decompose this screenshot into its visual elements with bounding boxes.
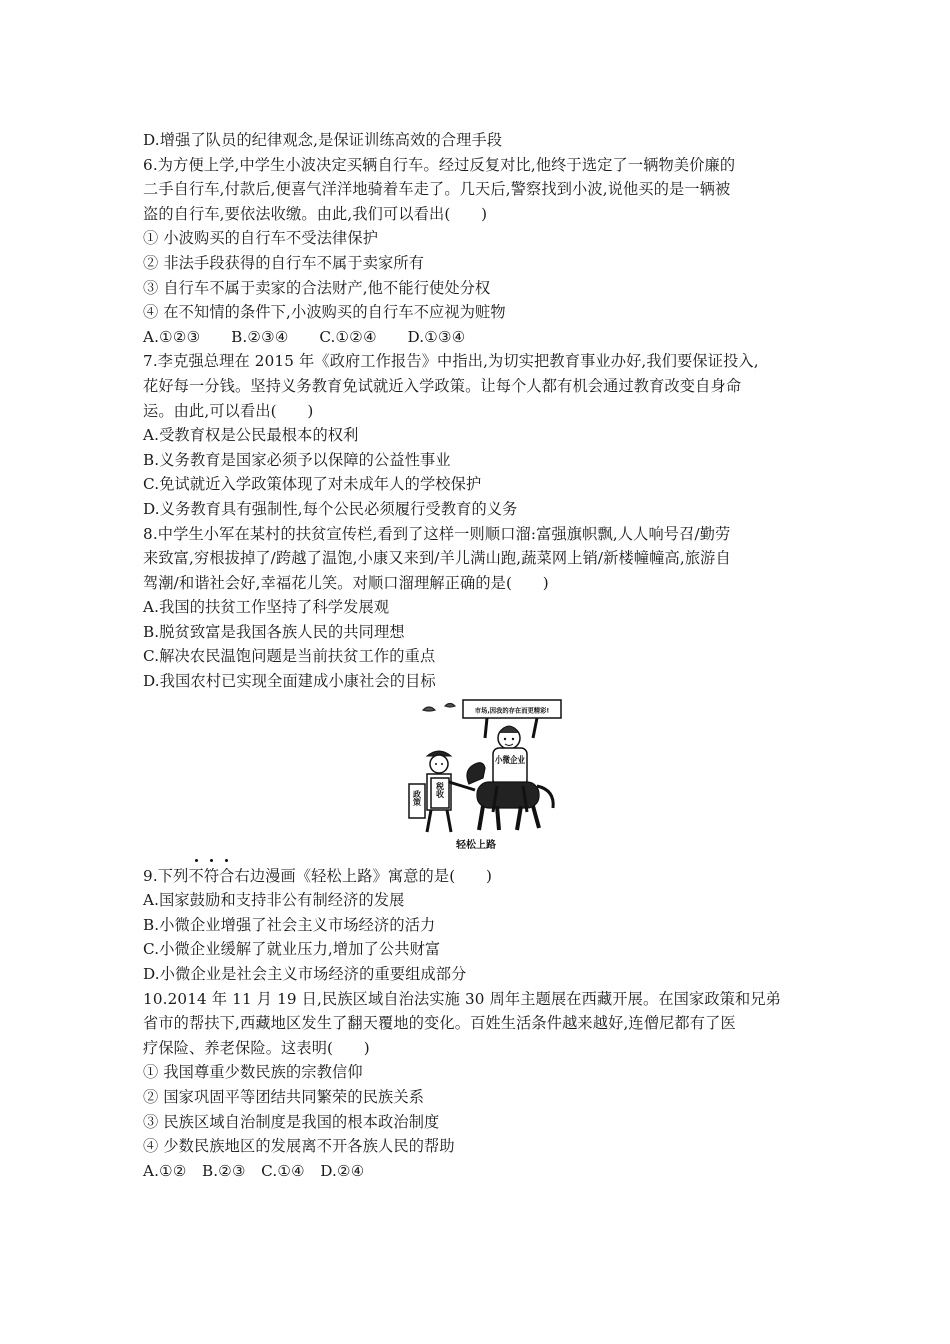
emphasis-char: 合: [219, 864, 234, 889]
text-line: 7.李克强总理在 2015 年《政府工作报告》中指出,为切实把教育事业办好,我们要保证投入,: [143, 352, 759, 371]
text-line: 疗保险、养老保险。这表明( ): [143, 1038, 370, 1057]
text-line: ④ 在不知情的条件下,小波购买的自行车不应视为赃物: [143, 303, 506, 322]
q9-suffix: 右边漫画《轻松上路》寓意的是( ): [234, 866, 493, 885]
emphasis-char: 不: [188, 864, 203, 889]
cartoon-figure: [143, 698, 823, 858]
text-line: A.①② B.②③ C.①④ D.②④: [143, 1161, 365, 1180]
text-line: C.解决农民温饱问题是当前扶贫工作的重点: [143, 647, 436, 666]
exam-page: [143, 128, 823, 1183]
question-9-stem: [143, 864, 823, 889]
text-line: ① 小波购买的自行车不受法律保护: [143, 229, 379, 248]
cartoon-illustration: [405, 698, 565, 858]
sign-text: 市场,因我的存在而更精彩!: [474, 707, 550, 715]
box-label-tax: 税收: [435, 781, 445, 798]
text-line: 运。由此,可以看出( ): [143, 401, 314, 420]
text-line: 盗的自行车,要依法收缴。由此,我们可以看出( ): [143, 204, 488, 223]
text-line: 二手自行车,付款后,便喜气洋洋地骑着车走了。几天后,警察找到小波,说他买的是一辆被: [143, 180, 731, 199]
text-line: D.我国农村已实现全面建成小康社会的目标: [143, 672, 436, 691]
emphasis-char: 符: [204, 864, 219, 889]
text-line: 10.2014 年 11 月 19 日,民族区域自治法实施 30 周年主题展在西藏开展。在国家政策和兄弟: [143, 989, 782, 1008]
text-line: ③ 自行车不属于卖家的合法财产,他不能行使处分权: [143, 278, 491, 297]
text-block-bottom: [143, 888, 823, 1183]
text-line: A.①②③ B.②③④ C.①②④ D.①③④: [143, 327, 466, 346]
text-line: C.小微企业缓解了就业压力,增加了公共财富: [143, 940, 441, 959]
text-line: B.义务教育是国家必须予以保障的公益性事业: [143, 450, 451, 469]
bird-icon: [423, 703, 455, 711]
text-line: ① 我国尊重少数民族的宗教信仰: [143, 1063, 363, 1082]
rider-body: [493, 748, 532, 786]
text-line: ③ 民族区域自治制度是我国的根本政治制度: [143, 1112, 440, 1131]
text-line: ② 国家巩固平等团结共同繁荣的民族关系: [143, 1088, 425, 1106]
text-line: 驾潮/和谐社会好,幸福花儿笑。对顺口溜理解正确的是( ): [143, 573, 549, 592]
text-line: ④ 少数民族地区的发展离不开各族人民的帮助: [143, 1137, 455, 1156]
text-line: A.我国的扶贫工作坚持了科学发展观: [143, 598, 390, 617]
text-line: B.脱贫致富是我国各族人民的共同理想: [143, 622, 405, 641]
text-line: 6.为方便上学,中学生小波决定买辆自行车。经过反复对比,他终于选定了一辆物美价廉的: [143, 155, 736, 174]
q9-prefix: 9.下列: [143, 866, 189, 885]
text-line: 花好每一分钱。坚持义务教育免试就近入学政策。让每个人都有机会通过教育改变自身命: [143, 376, 742, 395]
text-line: D.义务教育具有强制性,每个公民必须履行受教育的义务: [143, 499, 518, 518]
text-line: 来致富,穷根拔掉了/跨越了温饱,小康又来到/羊儿满山跑,蔬菜网上销/新楼幢幢高,旅游自: [143, 549, 731, 568]
cartoon-caption: 轻松上路: [456, 839, 496, 851]
text-line: A.国家鼓励和支持非公有制经济的发展: [143, 891, 405, 910]
text-line: B.小微企业增强了社会主义市场经济的活力: [143, 915, 436, 934]
body-label: 小微企业: [495, 755, 532, 766]
box-label-policy: 政策: [412, 789, 422, 806]
text-line: C.免试就近入学政策体现了对未成年人的学校保护: [143, 475, 482, 494]
text-line: 省市的帮扶下,西藏地区发生了翻天覆地的变化。百姓生活条件越来越好,连僧尼都有了医: [143, 1014, 736, 1033]
text-line: ② 非法手段获得的自行车不属于卖家所有: [143, 253, 425, 272]
text-line: 8.中学生小军在某村的扶贫宣传栏,看到了这样一则顺口溜:富强旗帜飘,人人响号召/勤劳: [143, 524, 731, 543]
text-line: D.增强了队员的纪律观念,是保证训练高效的合理手段: [143, 131, 503, 149]
text-line: D.小微企业是社会主义市场经济的重要组成部分: [143, 965, 467, 984]
text-line: A.受教育权是公民最根本的权利: [143, 426, 359, 445]
text-block-top: [143, 128, 823, 694]
